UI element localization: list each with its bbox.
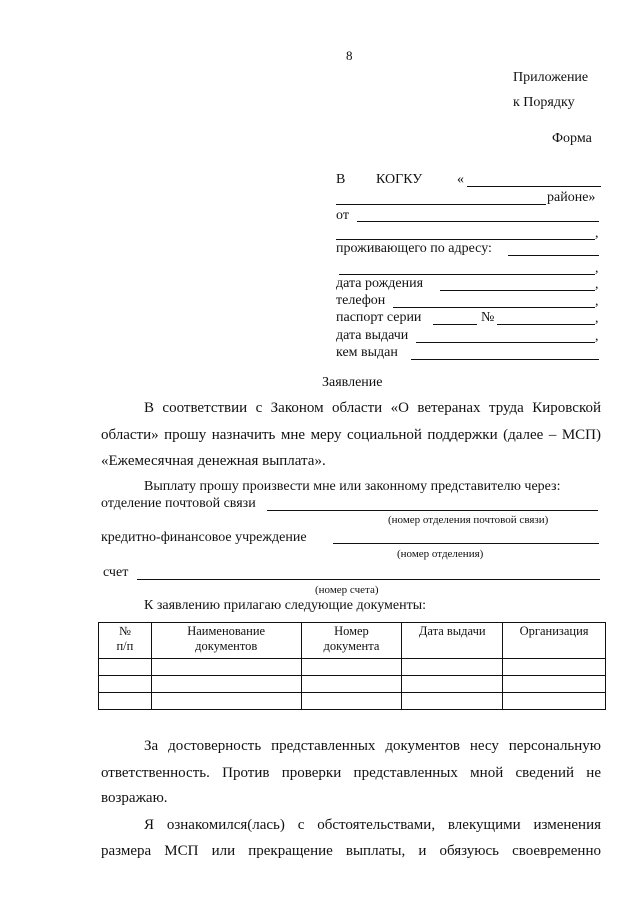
passport-series-field[interactable] [433, 324, 477, 325]
phone-field[interactable] [393, 307, 595, 308]
table-row [99, 693, 606, 710]
district-field[interactable] [336, 204, 546, 205]
table-cell[interactable] [301, 676, 402, 693]
issued-by-label: кем выдан [336, 345, 398, 360]
responsibility-line1: За достоверность представленных документов несу персональную [144, 738, 601, 754]
number-sign: № [481, 310, 495, 325]
residing-label: проживающего по адресу: [336, 241, 492, 256]
district-suffix: районе» [547, 190, 596, 205]
col-header-name: Наименование документов [151, 623, 301, 659]
org-name-field[interactable] [467, 186, 601, 187]
credit-institution-label: кредитно-финансовое учреждение [101, 530, 307, 545]
from-label: от [336, 208, 349, 223]
address-field-2[interactable] [339, 274, 595, 275]
post-office-hint: (номер отделения почтовой связи) [388, 514, 549, 526]
table-cell[interactable] [402, 676, 503, 693]
account-field[interactable] [137, 579, 600, 580]
table-cell[interactable] [402, 659, 503, 676]
comma: , [595, 226, 599, 241]
comma: , [595, 311, 599, 326]
comma: , [595, 329, 599, 344]
table-cell[interactable] [99, 676, 152, 693]
document-title: Заявление [322, 375, 383, 390]
credit-institution-field[interactable] [333, 543, 599, 544]
appendix-label: Приложение [513, 70, 589, 85]
table-cell[interactable] [99, 693, 152, 710]
org-label: КОГКУ [376, 172, 423, 187]
body-para1-line3: «Ежемесячная денежная выплата». [101, 453, 326, 469]
table-cell[interactable] [99, 659, 152, 676]
comma: , [595, 294, 599, 309]
passport-number-field[interactable] [497, 324, 595, 325]
responsibility-line3: возражаю. [101, 790, 168, 806]
acknowledgement-line2: размера МСП или прекращение выплаты, и обязуюсь своевременно [101, 843, 601, 859]
from-field-2[interactable] [336, 239, 595, 240]
passport-series-label: паспорт серии [336, 310, 422, 325]
docs-intro: К заявлению прилагаю следующие документы: [144, 598, 427, 613]
from-field[interactable] [357, 221, 599, 222]
account-label: счет [103, 565, 129, 580]
table-cell[interactable] [402, 693, 503, 710]
responsibility-line2: ответственность. Против проверки представленных мной сведений не [101, 765, 601, 781]
form-label: Форма [552, 131, 592, 146]
col-header-number: № п/п [99, 623, 152, 659]
branch-hint: (номер отделения) [397, 548, 484, 560]
page-number: 8 [346, 48, 353, 63]
account-hint: (номер счета) [315, 584, 379, 596]
post-office-label: отделение почтовой связи [101, 496, 256, 511]
col-header-organization: Организация [503, 623, 606, 659]
body-para1-line1: В соответствии с Законом области «О ветеранах труда Кировской [144, 400, 601, 416]
table-row [99, 676, 606, 693]
comma: , [595, 261, 599, 276]
birth-date-field[interactable] [440, 290, 595, 291]
phone-label: телефон [336, 293, 386, 308]
payment-intro: Выплату прошу произвести мне или законному представителю через: [144, 479, 561, 494]
issue-date-label: дата выдачи [336, 328, 409, 343]
col-header-issue-date: Дата выдачи [402, 623, 503, 659]
address-field[interactable] [508, 255, 599, 256]
comma: , [595, 277, 599, 292]
table-cell[interactable] [151, 693, 301, 710]
documents-table [98, 622, 606, 710]
quote-open: « [457, 172, 464, 187]
table-cell[interactable] [151, 676, 301, 693]
table-row [99, 659, 606, 676]
issued-by-field[interactable] [411, 359, 599, 360]
issue-date-field[interactable] [416, 342, 595, 343]
birth-date-label: дата рождения [336, 276, 424, 291]
table-cell[interactable] [503, 676, 606, 693]
col-header-doc-number: Номер документа [301, 623, 402, 659]
table-cell[interactable] [301, 659, 402, 676]
order-label: к Порядку [513, 95, 575, 110]
table-cell[interactable] [503, 693, 606, 710]
post-office-field[interactable] [267, 510, 598, 511]
body-para1-line2: области» прошу назначить мне меру социальной поддержки (далее – МСП) [101, 427, 601, 443]
table-cell[interactable] [301, 693, 402, 710]
table-cell[interactable] [151, 659, 301, 676]
to-label: В [336, 172, 346, 187]
table-cell[interactable] [503, 659, 606, 676]
acknowledgement-line1: Я ознакомился(лась) с обстоятельствами, влекущими изменения [144, 817, 601, 833]
table-header-row [99, 623, 606, 659]
